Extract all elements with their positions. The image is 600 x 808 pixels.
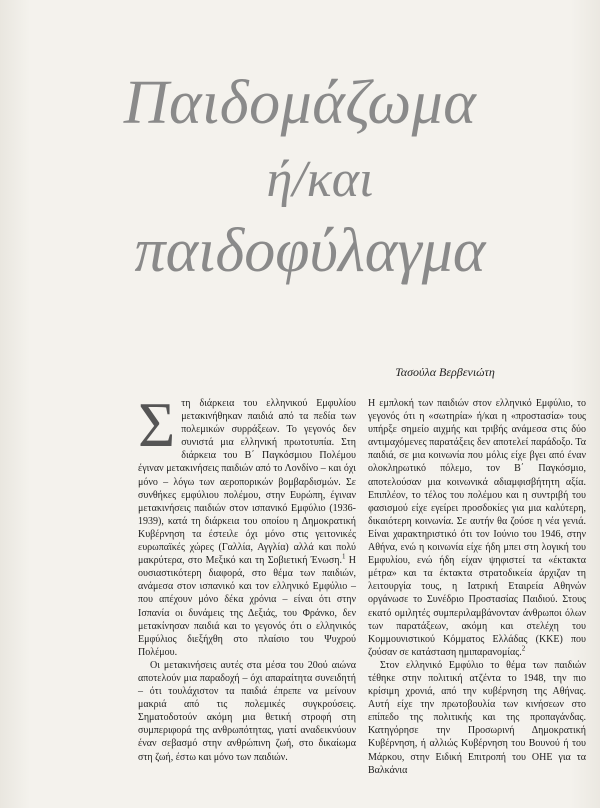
title-line-3: παιδοφύλαγμα (134, 217, 486, 285)
author-name: Τασούλα Βερβενιώτη (395, 365, 495, 379)
footnote-marker: 2 (521, 644, 526, 653)
title-line-1: Παιδομάζωμα (123, 69, 477, 137)
paragraph: Στον ελληνικό Εμφύλιο το θέμα των παιδιών τέθηκε στην πολιτική ατζέντα το 1948, την πιο κρίσιμη χρονιά, από την κυβέρνηση της Αθήνας. Αυτή είχε την πρωτοβουλία των κινήσεων στο επίπεδο της πολιτικής και της προπαγάνδας. Κατηγόρησε την Προσωρινή Δημοκρατική Κυβέρνηση, ή αλλιώς Κυβέρνηση του Βουνού ή του Μάρκου, στην Ειδική Επιτροπή του ΟΗΕ για τα Βαλκάνια (368, 659, 586, 776)
title-line-2: ή/και (266, 151, 374, 208)
right-column (368, 397, 586, 777)
paragraph (138, 389, 356, 659)
left-column (138, 389, 356, 764)
paragraph-text: Η ουσιαστικότερη διαφορά, στο θέμα των παιδιών, ανάμεσα στον ισπανικό και τον ελληνικό Εμφύλιο – που απέχουν μόνο δέκα χρόνια – είναι ότι στην Ισπανία οι δυνάμεις της Δεξιάς, του Φράνκο, δεν μετακίνησαν παιδιά και το γεγονός ότι ο ελληνικός Εμφύλιος διεξήχθη στο πλαίσιο του Ψυχρού Πολέμου. (138, 555, 356, 658)
paragraph-text: τη διάρκεια του ελληνικού Εμφυλίου μετακινήθηκαν παιδιά από τα πεδία των πολεμικών συρράξεων. Το γεγονός δεν συνιστά μια ελληνική πρωτοτυπία. Στη διάρκεια του Β΄ Παγκόσμιου Πολέμου έγιναν μετακινήσεις παιδιών από το Λονδίνο – και όχι μόνο – λόγω των αεροπορικών βομβαρδισμών. Σε συνθήκες εμφύλιου πολέμου, στην Ευρώπη, έγιναν μετακινήσεις παιδιών στον ισπανικό Εμφύλιο (1936-1939), κατά τη διάρκεια του οποίου η Δημοκρατική Κυβέρνηση τα έστειλε όχι μόνο στις γειτονικές ευρωπαϊκές χώρες (Γαλλία, Αγγλία) αλλά και πολύ μακρύτερα, στο Μεξικό και τη Σοβιετική Ένωση. (138, 398, 356, 567)
drop-cap: Σ (138, 389, 176, 460)
paragraph-text: Η εμπλοκή των παιδιών στον ελληνικό Εμφύλιο, το γεγονός ότι η «σωτηρία» ή/και η «προστασία» τους υπήρξε σημείο αιχμής και τριβής ανάμεσα στις δύο αντιμαχόμενες παρατάξεις δεν αποτελεί παράδοξο. Τα παιδιά, σε μια κοινωνία που μόλις είχε βγει από έναν ολοκληρωτικό πόλεμο, τον Β΄ Παγκόσμιο, αποτελούσαν μια κοινωνικά αδιαμφισβήτητη αξία. Επιπλέον, το τέλος του πολέμου και η συντριβή του φασισμού είχε εγείρει προσδοκίες για μια καλύτερη, δικαιότερη κοινωνία. Σε αυτήν θα ζούσε η νέα γενιά. Είναι χαρακτηριστικό ότι τον Ιούνιο του 1946, στην Αθήνα, ενώ η κοινωνία είχε ήδη μπει στη λογική του Εμφυλίου, ενώ ήδη είχαν ψηφιστεί τα «έκτακτα μέτρα» και τα έκτακτα στρατοδικεία άρχιζαν τη λειτουργία τους, η Ιατρική Εταιρεία Αθηνών οργάνωσε το Συνέδριο Προστασίας Παιδιού. Στους εκατό ομιλητές συμπεριλαμβάνονταν άνθρωποι όλων των παρατάξεων, ακόμη και στελέχη του Κομμουνιστικού Κόμματος Ελλάδας (ΚΚΕ) που ζούσαν σε κατάσταση ημιπαρανομίας. (368, 398, 586, 658)
paragraph: Οι μετακινήσεις αυτές στα μέσα του 20ού αιώνα αποτελούν μια παραδοχή – όχι απαραίτητα συνειδητή – ότι τουλάχιστον τα παιδιά έπρεπε να μείνουν μακριά από τις πολεμικές συγκρούσεις. Σηματοδοτούν ακόμη μια θετική στροφή στη συμπεριφορά της ανθρωπότητας, γιατί αναδεικνύουν έναν σεβασμό στην ανθρώπινη ζωή, στο δικαίωμα στη ζωή, έστω και μόνο των παιδιών. (138, 659, 356, 763)
paragraph (368, 397, 586, 659)
footnote-marker: 1 (341, 552, 346, 561)
